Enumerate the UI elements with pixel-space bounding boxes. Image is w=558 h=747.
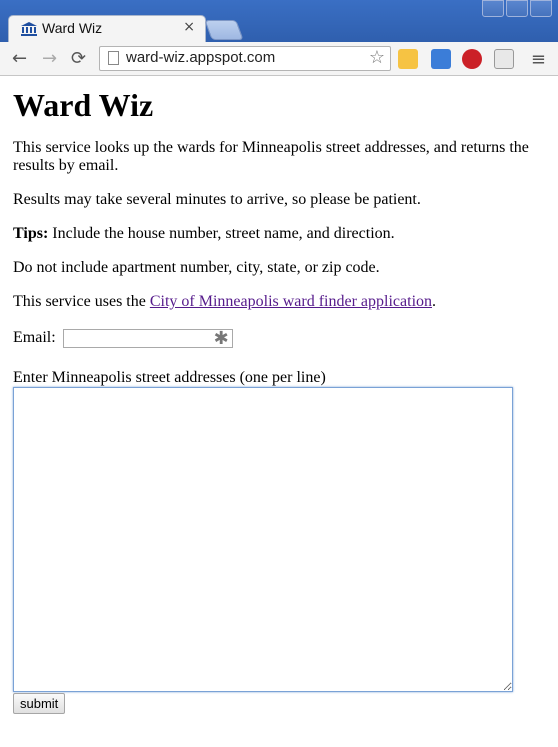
intro-text: This service looks up the wards for Minneapolis street addresses, and returns the results by email. [13, 139, 529, 174]
close-window-button[interactable] [530, 0, 552, 17]
url-text: ward-wiz.appspot.com [126, 49, 276, 66]
patience-text: Results may take several minutes to arrive, so please be patient. [13, 191, 421, 208]
tips-label: Tips: [13, 225, 49, 242]
new-tab-button[interactable] [204, 20, 243, 40]
bookmark-star-icon[interactable]: ☆ [368, 47, 385, 68]
institution-icon [21, 22, 37, 36]
close-tab-icon[interactable]: × [183, 19, 195, 35]
tab-title: Ward Wiz [42, 20, 103, 36]
required-asterisk-icon: ✱ [213, 327, 229, 349]
email-label: Email: [13, 329, 56, 346]
extension-mask-icon[interactable] [494, 49, 514, 69]
page-title: Ward Wiz [13, 87, 154, 123]
email-row [13, 327, 543, 349]
tips-body: Include the house number, street name, and direction. [48, 225, 395, 242]
window-titlebar [0, 0, 558, 42]
browser-toolbar [0, 42, 558, 76]
reload-icon[interactable]: ⟳ [71, 48, 87, 69]
pinterest-icon[interactable] [462, 49, 482, 69]
addresses-label: Enter Minneapolis street addresses (one per line) [13, 369, 326, 386]
extension-puzzle-icon[interactable] [398, 49, 418, 69]
uses-suffix: . [432, 293, 437, 310]
back-arrow-icon[interactable]: ← [12, 48, 28, 69]
uses-prefix: This service uses the [13, 293, 150, 310]
minimize-button[interactable] [482, 0, 504, 17]
address-bar[interactable] [99, 46, 391, 71]
browser-tab[interactable] [8, 15, 206, 42]
email-field[interactable] [63, 329, 233, 348]
maximize-button[interactable] [506, 0, 528, 17]
window-controls [482, 0, 552, 18]
page-content [13, 76, 543, 714]
exclude-text: Do not include apartment number, city, state, or zip code. [13, 259, 380, 276]
addresses-textarea[interactable] [13, 387, 513, 692]
page-icon [108, 51, 119, 65]
ward-finder-link[interactable]: City of Minneapolis ward finder application [149, 293, 433, 310]
extension-calendar-icon[interactable] [431, 49, 451, 69]
tips-text [13, 225, 543, 243]
submit-button[interactable]: submit [13, 693, 65, 714]
forward-arrow-icon[interactable]: → [42, 48, 58, 69]
menu-icon[interactable]: ≡ [530, 49, 546, 70]
uses-text [13, 293, 543, 311]
